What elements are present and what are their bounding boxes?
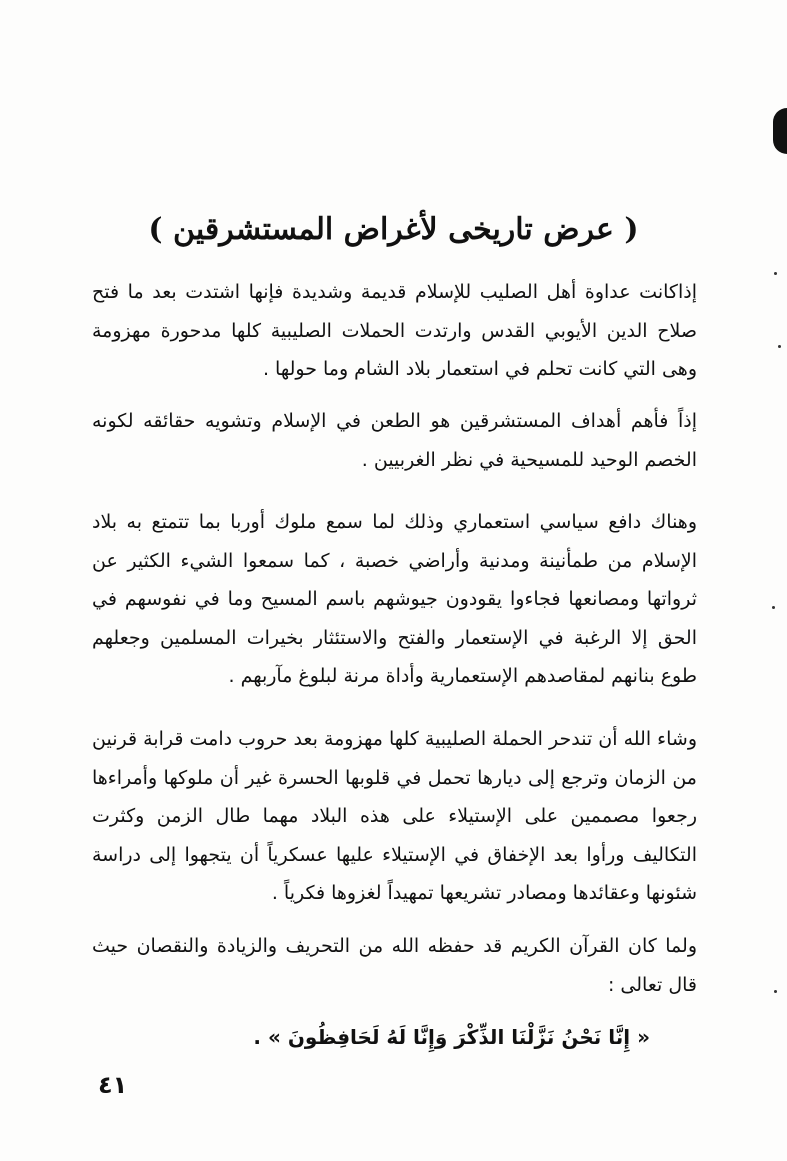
- paragraph: [92, 720, 697, 913]
- page-title: ( عرض تاريخى لأغراض المستشرقين ): [148, 212, 639, 247]
- paragraph-text: إذاكانت عداوة أهل الصليب للإسلام قديمة وشديدة فإنها اشتدت بعد ما فتح صلاح الدين الأيوبي القدس وارتدت الحملات الصليبية كلها مدحورة مهزومة وهى التي كانت تحلم في استعمار بلاد الشام وما حولها .: [92, 281, 697, 380]
- paragraph: [92, 273, 697, 389]
- paragraph-text: ولما كان القرآن الكريم قد حفظه الله من التحريف والزيادة والنقصان حيث قال تعالى :: [92, 935, 697, 996]
- page-number: ٤١: [98, 1071, 128, 1099]
- paragraph-text: وهناك دافع سياسي استعماري وذلك لما سمع ملوك أوربا بما تتمتع به بلاد الإسلام من طمأنينة ومدنية وأراضي خصبة ، كما سمعوا الشيء الكثير عن ثرواتها ومصانعها فجاءوا يقودون جيوشهم باسم المسيح وما في نفوسهم في الحق إلا الرغبة في الإستعمار والفتح والاستئثار بخيرات المسلمين وجعلهم طوع بنانهم لمقاصدهم الإستعمارية وأداة مرنة لبلوغ مآربهم .: [92, 511, 697, 687]
- scan-speck: [774, 990, 777, 993]
- paragraph: [92, 402, 697, 479]
- scan-speck: [774, 272, 777, 275]
- page-edge-mark: [773, 108, 787, 154]
- scan-speck: [778, 345, 781, 348]
- quran-verse: « إِنَّا نَحْنُ نَزَّلْنَا الذِّكْرَ وَإِنَّا لَهُ لَحَافِظُونَ » .: [253, 1025, 650, 1049]
- scan-speck: [772, 606, 775, 609]
- paragraph-text: وشاء الله أن تندحر الحملة الصليبية كلها مهزومة بعد حروب دامت قرابة قرنين من الزمان وترجع إلى ديارها تحمل في قلوبها الحسرة غير أن ملوكها وأمراءها رجعوا مصممين على الإستيلاء على هذه البلاد مهما طال الزمن وكثرت التكاليف ورأوا بعد الإخفاق في الإستيلاء عليها عسكرياً أن يتجهوا إلى دراسة شئونها وعقائدها ومصادر تشريعها تمهيداً لغزوها فكرياً .: [92, 728, 697, 904]
- paragraph: [92, 927, 697, 1004]
- paragraph-text: إذاً فأهم أهداف المستشرقين هو الطعن في الإسلام وتشويه حقائقه لكونه الخصم الوحيد للمسيحية في نظر الغربيين .: [92, 410, 697, 471]
- paragraph: [92, 503, 697, 696]
